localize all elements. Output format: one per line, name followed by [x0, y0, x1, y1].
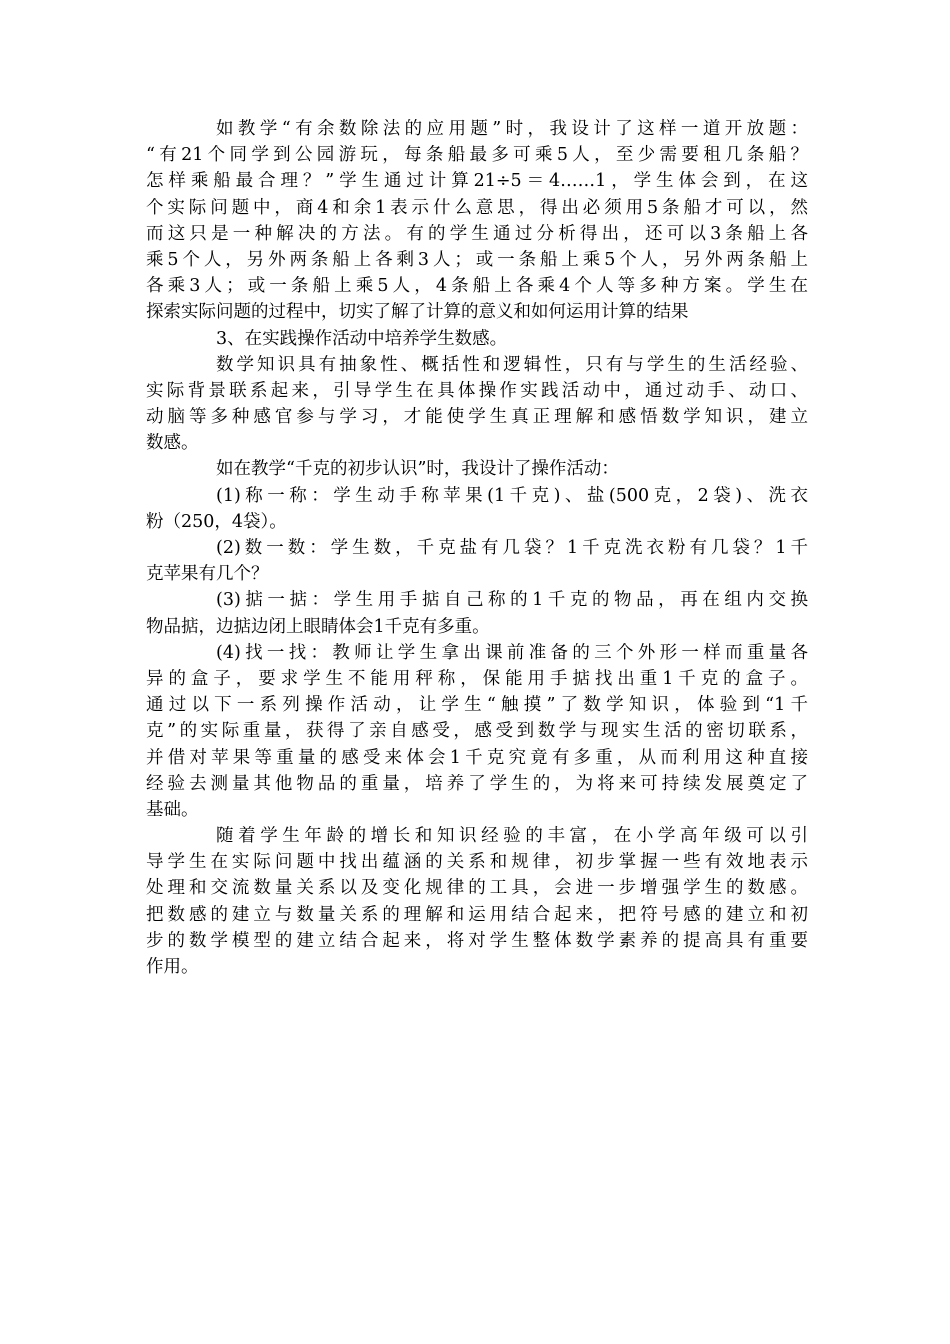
text-line: 乘5个人，另外两条船上各剩3人；或一条船上乘5个人，另外两条船上: [146, 249, 808, 270]
text-line: 步的数学模型的建立结合起来，将对学生整体数学素养的提高具有重要: [146, 930, 808, 951]
text-line: (2)数一数：学生数，千克盐有几袋？1千克洗衣粉有几袋？1千: [216, 538, 808, 558]
text-line: 克”的实际重量，获得了亲自感受，感受到数学与现实生活的密切联系，: [146, 721, 808, 742]
text-line: (3)掂一掂：学生用手掂自己称的1千克的物品，再在组内交换: [216, 590, 808, 611]
text-line: “有21个同学到公园游玩，每条船最多可乘5人，至少需要租几条船？: [146, 145, 808, 166]
text-line: 基础。: [146, 799, 199, 820]
text-line: 而这只是一种解决的方法。有的学生通过分析得出，还可以3条船上各: [146, 223, 808, 244]
text-line: 各乘3人；或一条船上乘5人，4条船上各乘4个人等多种方案。学生在: [146, 276, 808, 297]
text-line: 并借对苹果等重量的感受来体会1千克究竟有多重，从而利用这种直接: [146, 747, 808, 768]
text-line: 数学知识具有抽象性、概括性和逻辑性，只有与学生的生活经验、: [216, 354, 808, 375]
paragraph-math-knowledge: [146, 352, 808, 457]
document-page: [146, 116, 808, 980]
text-line: 把数感的建立与数量关系的理解和运用结合起来，把符号感的建立和初: [146, 904, 808, 925]
text-line: 探索实际问题的过程中，切实了解了计算的意义和如何运用计算的结果: [146, 302, 689, 323]
text-line: 粉（250，4袋）。: [146, 511, 287, 532]
paragraph-step-2: [146, 535, 808, 587]
text-line: 物品掂，边掂边闭上眼睛体会1千克有多重。: [146, 616, 490, 637]
text-line: 经验去测量其他物品的重量，培养了学生的，为将来可持续发展奠定了: [146, 773, 808, 794]
paragraph-step-1: [146, 483, 808, 535]
paragraph-step-3: [146, 587, 808, 639]
text-line: 实际背景联系起来，引导学生在具体操作实践活动中，通过动手、动口、: [146, 380, 808, 401]
paragraph-section-3-heading: [146, 326, 808, 352]
text-line: 随着学生年龄的增长和知识经验的丰富，在小学高年级可以引: [216, 826, 808, 847]
text-line: 个实际问题中，商4和余1表示什么意思，得出必须用5条船才可以，然: [146, 197, 808, 218]
text-line: 处理和交流数量关系以及变化规律的工具，会进一步增强学生的数感。: [146, 878, 808, 899]
paragraph-kilogram-intro: [146, 456, 808, 482]
text-line: 克苹果有几个？: [146, 564, 269, 585]
paragraph-boat-example: [146, 116, 808, 326]
text-line: 导学生在实际问题中找出蕴涵的关系和规律，初步掌握一些有效地表示: [146, 852, 808, 873]
text-line: 动脑等多种感官参与学习，才能使学生真正理解和感悟数学知识，建立: [146, 407, 808, 428]
text-line: 作用。: [146, 957, 199, 977]
paragraph-step-4: [146, 640, 808, 823]
text-line: 数感。: [146, 433, 199, 454]
text-line: (1)称一称：学生动手称苹果(1千克)、盐(500克，2袋)、洗衣: [216, 485, 808, 506]
text-line: 3、在实践操作活动中培养学生数感。: [216, 328, 508, 349]
text-line: 通过以下一系列操作活动，让学生“触摸”了数学知识，体验到“1千: [146, 695, 808, 716]
text-line: 异的盒子，要求学生不能用秤称，保能用手掂找出重1千克的盒子。: [146, 668, 808, 689]
text-line: 怎样乘船最合理？”学生通过计算21÷5＝4……1，学生体会到，在这: [146, 171, 808, 192]
text-line: (4)找一找：教师让学生拿出课前准备的三个外形一样而重量各: [216, 642, 808, 663]
text-line: 如在教学“千克的初步认识”时，我设计了操作活动：: [216, 459, 619, 480]
paragraph-upper-grades: [146, 823, 808, 980]
text-line: 如教学“有余数除法的应用题”时，我设计了这样一道开放题：: [216, 119, 808, 139]
